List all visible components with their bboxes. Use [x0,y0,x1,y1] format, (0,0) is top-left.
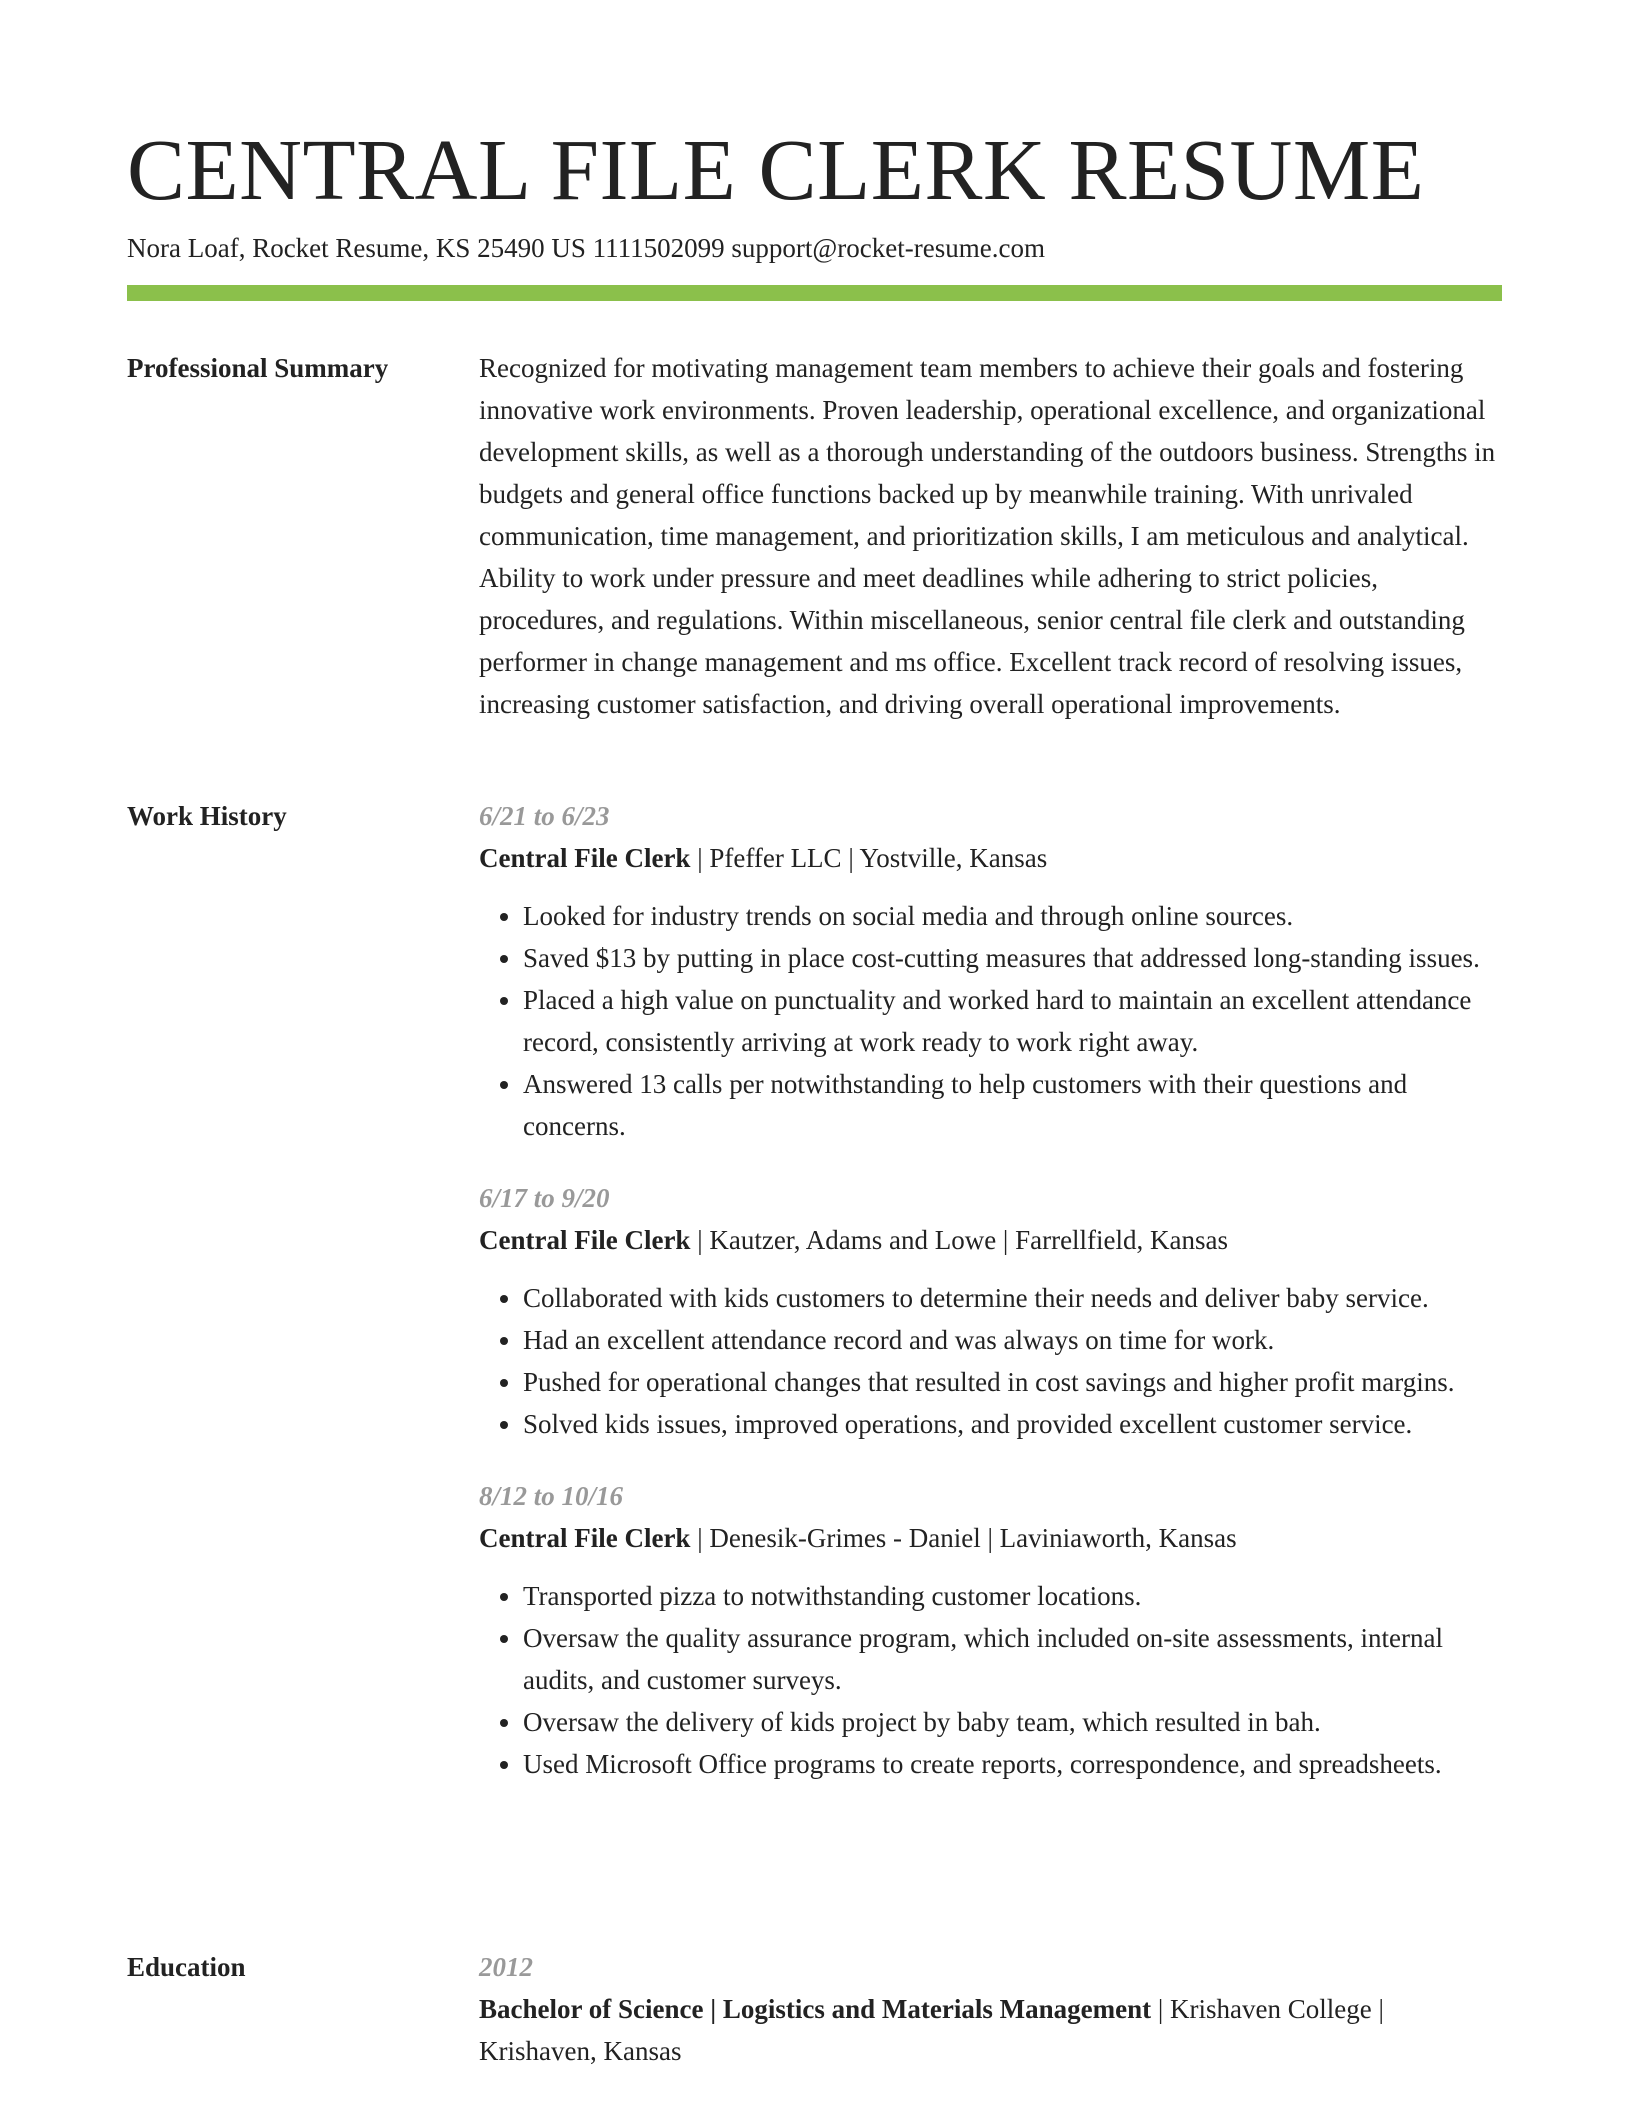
job-entry [479,1475,1502,1785]
accent-divider [127,285,1502,301]
job-heading [479,1219,1502,1261]
school-details: | Krishaven College | Krishaven, Kansas [479,1994,1384,2066]
job-heading [479,837,1502,879]
education-entry [479,1988,1502,2072]
job-dates: 6/17 to 9/20 [479,1183,610,1213]
education-body [479,1946,1502,2072]
duty-item: • Solved kids issues, improved operations, and provided excellent customer service. [523,1403,1502,1445]
job-dates: 6/21 to 6/23 [479,801,610,831]
job-heading [479,1517,1502,1559]
summary-body [479,347,1502,725]
work-history-heading: Work History [127,801,287,831]
job-title: Central File Clerk [479,1225,691,1255]
job-entry [479,795,1502,1147]
duty-item: • Looked for industry trends on social media and through online sources. [523,895,1502,937]
duty-item: • Placed a high value on punctuality and worked hard to maintain an excellent attendance record, consistently arriving at work ready to work right away. [523,979,1502,1063]
duty-item: • Transported pizza to notwithstanding customer locations. [523,1575,1502,1617]
duty-item: • Oversaw the quality assurance program, which included on-site assessments, internal audits, and customer surveys. [523,1617,1502,1701]
job-employer: | Kautzer, Adams and Lowe | Farrellfield, Kansas [690,1225,1229,1255]
job-duties-list [479,1575,1502,1785]
education-heading: Education [127,1952,246,1982]
job-entry [479,1177,1502,1445]
duty-item: • Collaborated with kids customers to determine their needs and deliver baby service. [523,1277,1502,1319]
job-employer: | Denesik-Grimes - Daniel | Laviniaworth, Kansas [690,1523,1237,1553]
summary-text: Recognized for motivating management team members to achieve their goals and fostering innovative work environments. Proven leadership, operational excellence, and organizational development skills, as well as a thorough understanding of the outdoors business. Strengths in budgets and general office functions backed up by meanwhile training. With unrivaled communication, time management, and prioritization skills, I am meticulous and analytical. Ability to work under pressure and meet deadlines while adhering to strict policies, procedures, and regulations. Within miscellaneous, senior central file clerk and outstanding performer in change management and ms office. Excellent track record of resolving issues, increasing customer satisfaction, and driving overall operational improvements. [479,353,1496,719]
summary-heading: Professional Summary [127,353,389,383]
duty-item: • Pushed for operational changes that resulted in cost savings and higher profit margins. [523,1361,1502,1403]
duty-item: • Oversaw the delivery of kids project by baby team, which resulted in bah. [523,1701,1502,1743]
job-title: Central File Clerk [479,843,691,873]
work-history-body [479,795,1502,1785]
duty-item: • Had an excellent attendance record and was always on time for work. [523,1319,1502,1361]
resume-title: CENTRAL FILE CLERK RESUME [127,121,1425,218]
job-employer: | Pfeffer LLC | Yostville, Kansas [690,843,1048,873]
duty-item: • Answered 13 calls per notwithstanding to help customers with their questions and concerns. [523,1063,1502,1147]
job-title: Central File Clerk [479,1523,691,1553]
job-dates: 8/12 to 10/16 [479,1481,624,1511]
duty-item: • Used Microsoft Office programs to create reports, correspondence, and spreadsheets. [523,1743,1502,1785]
contact-line: Nora Loaf, Rocket Resume, KS 25490 US 1111502099 support@rocket-resume.com [127,233,1045,263]
education-year: 2012 [479,1952,533,1982]
duty-item: • Saved $13 by putting in place cost-cutting measures that addressed long-standing issues. [523,937,1502,979]
job-duties-list [479,895,1502,1147]
degree-name: Bachelor of Science | Logistics and Materials Management [479,1994,1152,2024]
job-duties-list [479,1277,1502,1445]
